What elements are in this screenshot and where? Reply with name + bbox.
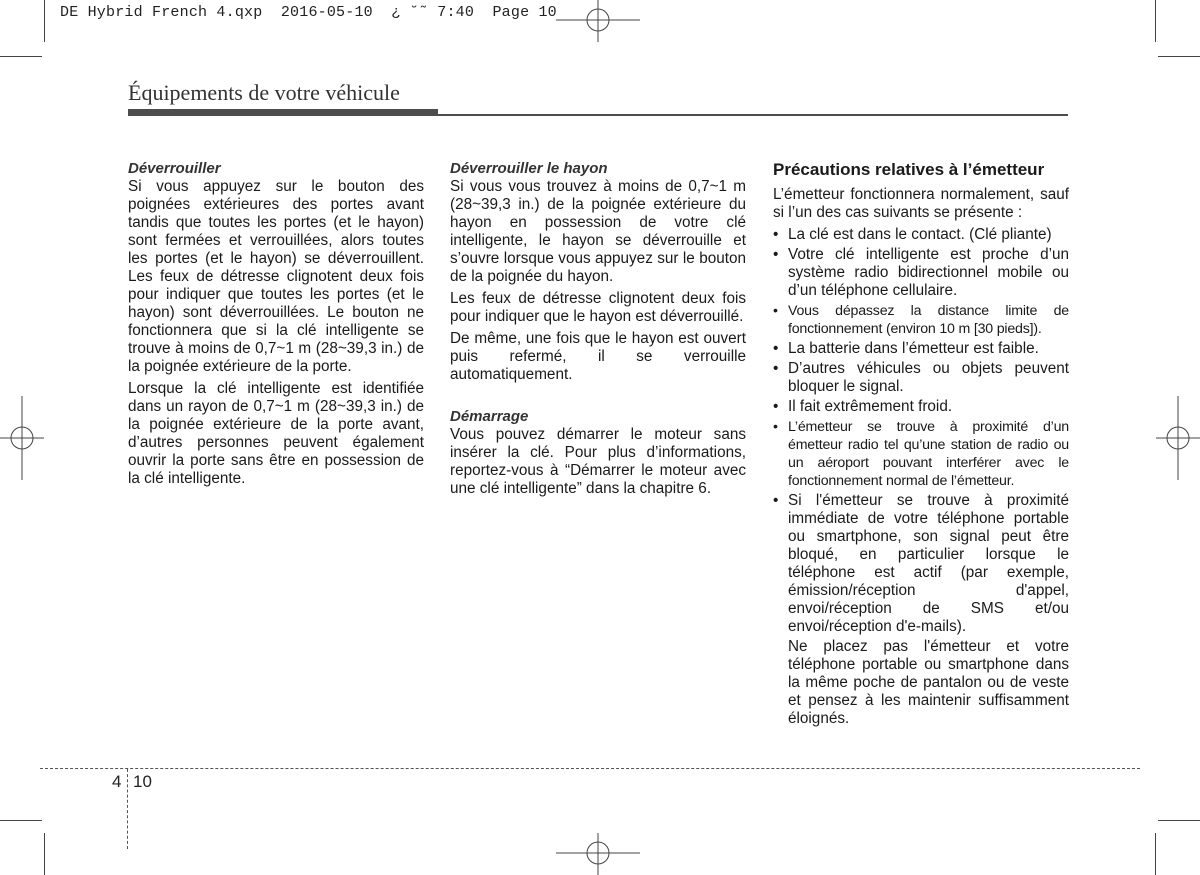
registration-mark-top	[556, 0, 640, 42]
paragraph: Les feux de détresse clignotent deux fois pour indiquer que le hayon est déverrouillé.	[450, 290, 746, 325]
footer-rule	[40, 768, 1140, 769]
section-heading-demarrage: Démarrage	[450, 408, 529, 425]
bullet-icon: •	[773, 246, 779, 263]
list-item: • L’émetteur se trouve à proximité d’un émetteur radio tel qu’une station de radio ou un aéroport pouvant interférer avec le fonctionnement normal de l’émetteur.	[773, 419, 1069, 489]
list-item: • Si l'émetteur se trouve à proximité immédiate de votre téléphone portable ou smartphone, son signal peut être bloqué, en particulier lorsque le téléphone est actif (par exemple, émission/réception d'appel, envoi/réception de SMS et/ou envoi/réception d'e-mails).	[773, 492, 1069, 635]
bullet-icon: •	[773, 492, 779, 509]
column-left	[128, 160, 424, 492]
follow-paragraph: Ne placez pas l'émetteur et votre téléphone portable ou smartphone dans la même poche de pantalon ou de veste et pensez à les maintenir suffisamment éloignés.	[788, 638, 1069, 727]
section-heading-deverrouiller: Déverrouiller	[128, 160, 221, 177]
title-rule-thin	[438, 114, 1068, 116]
registration-mark-right	[1156, 396, 1200, 480]
crop-mark-top-left-h	[0, 56, 42, 57]
page-number: 10	[133, 772, 152, 791]
section-heading-precautions: Précautions relatives à l’émetteur	[773, 160, 1045, 179]
registration-mark-bottom	[556, 833, 640, 875]
bullet-icon: •	[773, 303, 778, 319]
list-item: • Vous dépassez la distance limite de fonctionnement (environ 10 m [30 pieds]).	[773, 303, 1069, 337]
print-slug: DE Hybrid French 4.qxp 2016-05-10 ¿ ˘˜ 7:40 Page 10	[60, 4, 557, 21]
footer-divider	[127, 769, 128, 849]
title-rule-thick	[128, 109, 438, 116]
registration-mark-left	[0, 396, 44, 480]
bullet-icon: •	[773, 398, 779, 415]
list-item: • Votre clé intelligente est proche d’un système radio bidirectionnel mobile ou d’un téléphone cellulaire.	[773, 246, 1069, 299]
bullet-icon: •	[773, 360, 779, 377]
crop-mark-top-right-h	[1158, 56, 1200, 57]
crop-mark-bottom-right-h	[1158, 820, 1200, 821]
paragraph: De même, une fois que le hayon est ouvert puis refermé, il se verrouille automatiquement.	[450, 330, 746, 383]
paragraph: Si vous vous trouvez à moins de 0,7~1 m (28~39,3 in.) de la poignée extérieure du hayon en possession de votre clé intelligente, le hayon se déverrouille et s’ouvre lorsque vous appuyez sur le bouton de la poignée du hayon.	[450, 178, 746, 285]
list-item: • D’autres véhicules ou objets peuvent bloquer le signal.	[773, 360, 1069, 395]
paragraph: Vous pouvez démarrer le moteur sans insérer la clé. Pour plus d’informations, reportez-vous à “Démarrer le moteur avec une clé intelligente” dans la chapitre 6.	[450, 426, 746, 497]
crop-mark-top-right-v	[1155, 0, 1156, 42]
crop-mark-top-left-v	[44, 0, 45, 42]
precaution-list	[773, 226, 1069, 636]
bullet-icon: •	[773, 226, 779, 243]
chapter-number: 4	[112, 772, 122, 791]
column-right	[773, 160, 1069, 728]
paragraph: Lorsque la clé intelligente est identifiée dans un rayon de 0,7~1 m (28~39,3 in.) de la poignée extérieure de la porte avant, d’autres personnes peuvent également ouvrir la porte sans être en possession de la clé intelligente.	[128, 380, 424, 487]
crop-mark-bottom-left-h	[0, 820, 42, 821]
list-item: • La clé est dans le contact. (Clé pliante)	[773, 226, 1052, 243]
crop-mark-bottom-left-v	[44, 833, 45, 875]
bullet-icon: •	[773, 340, 779, 357]
bullet-icon: •	[773, 419, 778, 435]
paragraph: Si vous appuyez sur le bouton des poignées extérieures des portes avant tandis que toutes les portes (et le hayon) sont fermées et verrouillées, alors toutes les portes (et le hayon) se déverrouillent. Les feux de détresse clignotent deux fois pour indiquer que toutes les portes (et le hayon) sont déverrouillées. Le bouton ne fonctionnera que si la clé intelligente se trouve à moins de 0,7~1 m (28~39,3 in.) de la poignée extérieure de la porte.	[128, 178, 424, 375]
column-middle	[450, 160, 746, 502]
section-heading-deverrouiller-hayon: Déverrouiller le hayon	[450, 160, 608, 177]
chapter-title: Équipements de votre véhicule	[128, 80, 400, 105]
list-item: • La batterie dans l’émetteur est faible.	[773, 340, 1039, 357]
intro-paragraph: L’émetteur fonctionnera normalement, sauf si l’un des cas suivants se présente :	[773, 186, 1069, 221]
crop-mark-bottom-right-v	[1155, 833, 1156, 875]
list-item: • Il fait extrêmement froid.	[773, 398, 953, 415]
